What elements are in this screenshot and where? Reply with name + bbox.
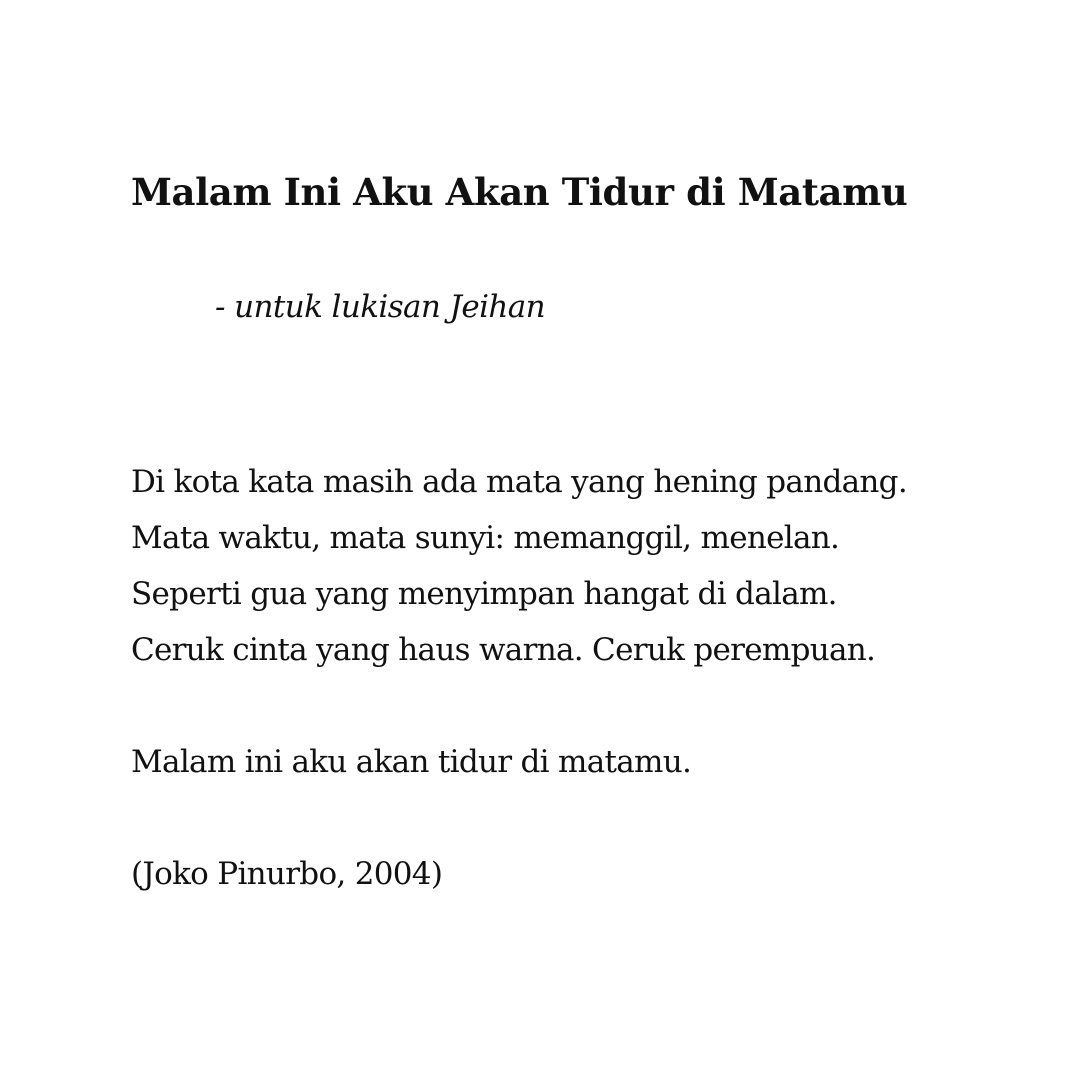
poem-line: Seperti gua yang menyimpan hangat di dalam. bbox=[131, 576, 837, 612]
stanza-2 bbox=[131, 734, 691, 790]
poem-line: Mata waktu, mata sunyi: memanggil, menelan. bbox=[131, 520, 840, 556]
poem-dedication: - untuk lukisan Jeihan bbox=[215, 289, 546, 325]
poem-line: Malam ini aku akan tidur di matamu. bbox=[131, 744, 692, 780]
poem-attribution: (Joko Pinurbo, 2004) bbox=[131, 856, 443, 892]
attribution-block bbox=[131, 846, 442, 902]
poem-line: Di kota kata masih ada mata yang hening pandang. bbox=[131, 464, 907, 500]
stanza-1 bbox=[131, 454, 907, 678]
poem-title: Malam Ini Aku Akan Tidur di Matamu bbox=[131, 170, 908, 214]
poem-line: Ceruk cinta yang haus warna. Ceruk perempuan. bbox=[131, 632, 876, 668]
